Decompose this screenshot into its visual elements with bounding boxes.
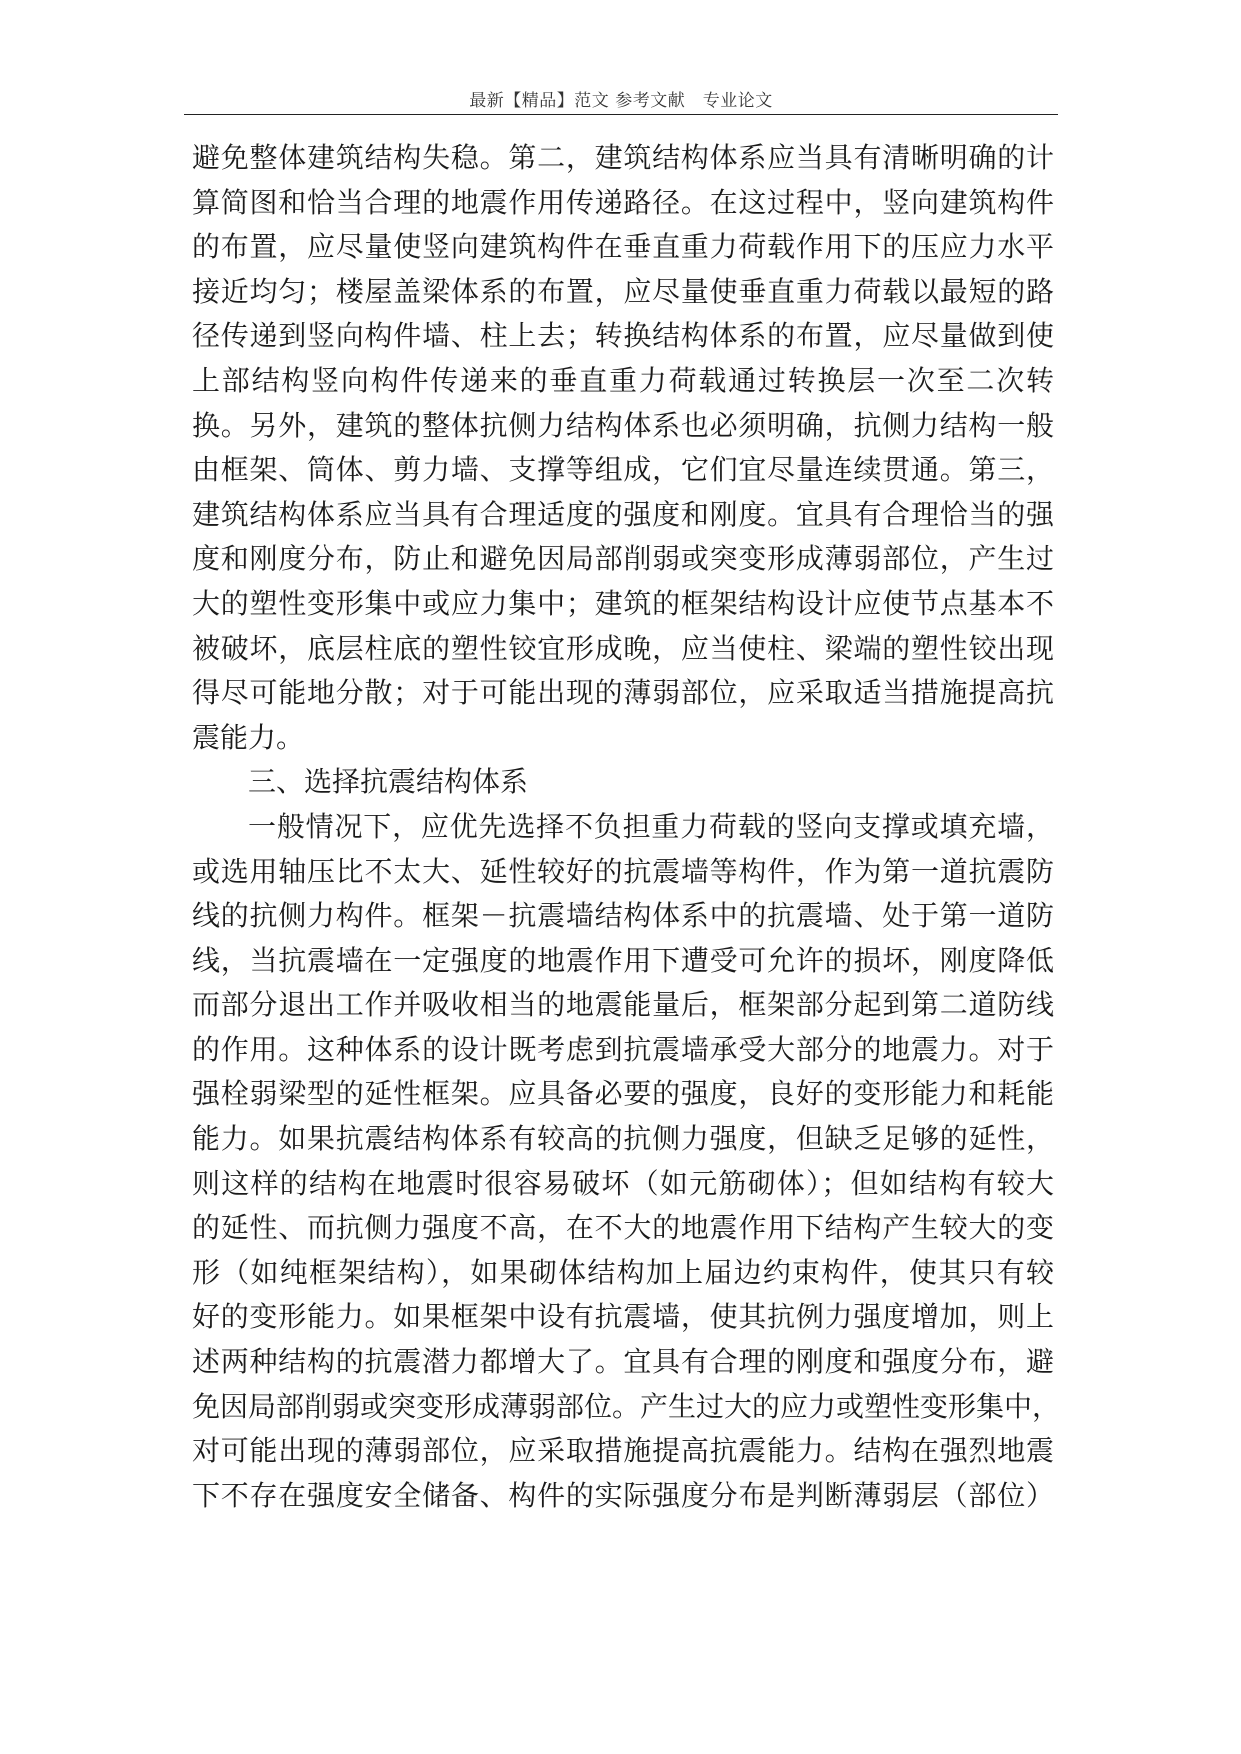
text-line: 大的塑性变形集中或应力集中；建筑的框架结构设计应使节点基本不 — [192, 586, 1054, 620]
text-line: 径传递到竖向构件墙、柱上去；转换结构体系的布置，应尽量做到使 — [192, 319, 1054, 353]
text-line: 免因局部削弱或突变形成薄弱部位。产生过大的应力或塑性变形集中， — [192, 1389, 1061, 1423]
text-line: 形（如纯框架结构），如果砌体结构加上届边约束构件，使其只有较 — [192, 1255, 1054, 1289]
text-line: 线，当抗震墙在一定强度的地震作用下遭受可允许的损坏，刚度降低 — [192, 943, 1054, 977]
text-line: 接近均匀；楼屋盖梁体系的布置，应尽量使垂直重力荷载以最短的路 — [192, 274, 1054, 308]
paragraph — [192, 805, 1061, 1519]
text-line: 好的变形能力。如果框架中设有抗震墙，使其抗例力强度增加，则上 — [192, 1300, 1054, 1334]
text-line: 建筑结构体系应当具有合理适度的强度和刚度。宜具有合理恰当的强 — [192, 497, 1054, 531]
paragraph-container — [192, 136, 1061, 1518]
text-line: 的布置，应尽量使竖向建筑构件在垂直重力荷载作用下的压应力水平 — [192, 230, 1054, 264]
text-line: 的延性、而抗侧力强度不高，在不大的地震作用下结构产生较大的变 — [192, 1211, 1054, 1245]
text-line: 下不存在强度安全储备、构件的实际强度分布是判断薄弱层（部位） — [192, 1478, 1054, 1512]
text-line: 而部分退出工作并吸收相当的地震能量后，框架部分起到第二道防线 — [192, 988, 1054, 1022]
text-line: 一般情况下，应优先选择不负担重力荷载的竖向支撑或填充墙， — [248, 809, 1054, 843]
text-line: 震能力。 — [192, 720, 305, 754]
text-line: 能力。如果抗震结构体系有较高的抗侧力强度，但缺乏足够的延性， — [192, 1122, 1054, 1156]
header-divider — [184, 114, 1058, 115]
text-line: 则这样的结构在地震时很容易破坏（如元筋砌体）；但如结构有较大 — [192, 1166, 1054, 1200]
text-line: 算简图和恰当合理的地震作用传递路径。在这过程中，竖向建筑构件 — [192, 185, 1054, 219]
text-line: 得尽可能地分散；对于可能出现的薄弱部位，应采取适当措施提高抗 — [192, 676, 1054, 710]
paragraph — [192, 760, 1054, 805]
text-line: 上部结构竖向构件传递来的垂直重力荷载通过转换层一次至二次转 — [192, 363, 1054, 397]
text-line: 的作用。这种体系的设计既考虑到抗震墙承受大部分的地震力。对于 — [192, 1032, 1054, 1066]
paragraph — [192, 136, 1054, 760]
page-header: 最新【精品】范文 参考文献 专业论文 — [469, 91, 773, 111]
text-line: 或选用轴压比不太大、延性较好的抗震墙等构件，作为第一道抗震防 — [192, 854, 1054, 888]
text-line: 由框架、筒体、剪力墙、支撑等组成，它们宜尽量连续贯通。第三， — [192, 453, 1054, 487]
text-line: 换。另外，建筑的整体抗侧力结构体系也必须明确，抗侧力结构一般 — [192, 408, 1054, 442]
document-body — [192, 136, 1061, 1518]
text-line: 避免整体建筑结构失稳。第二，建筑结构体系应当具有清晰明确的计 — [192, 141, 1054, 174]
text-line: 度和刚度分布，防止和避免因局部削弱或突变形成薄弱部位，产生过 — [192, 542, 1054, 576]
text-line: 述两种结构的抗震潜力都增大了。宜具有合理的刚度和强度分布，避 — [192, 1345, 1054, 1379]
text-line: 三、选择抗震结构体系 — [248, 765, 529, 799]
text-line: 被破坏，底层柱底的塑性铰宜形成晚，应当使柱、梁端的塑性铰出现 — [192, 631, 1054, 665]
text-line: 强栓弱梁型的延性框架。应具备必要的强度，良好的变形能力和耗能 — [192, 1077, 1054, 1111]
text-line: 线的抗侧力构件。框架－抗震墙结构体系中的抗震墙、处于第一道防 — [192, 899, 1054, 933]
text-line: 对可能出现的薄弱部位，应采取措施提高抗震能力。结构在强烈地震 — [192, 1434, 1054, 1468]
